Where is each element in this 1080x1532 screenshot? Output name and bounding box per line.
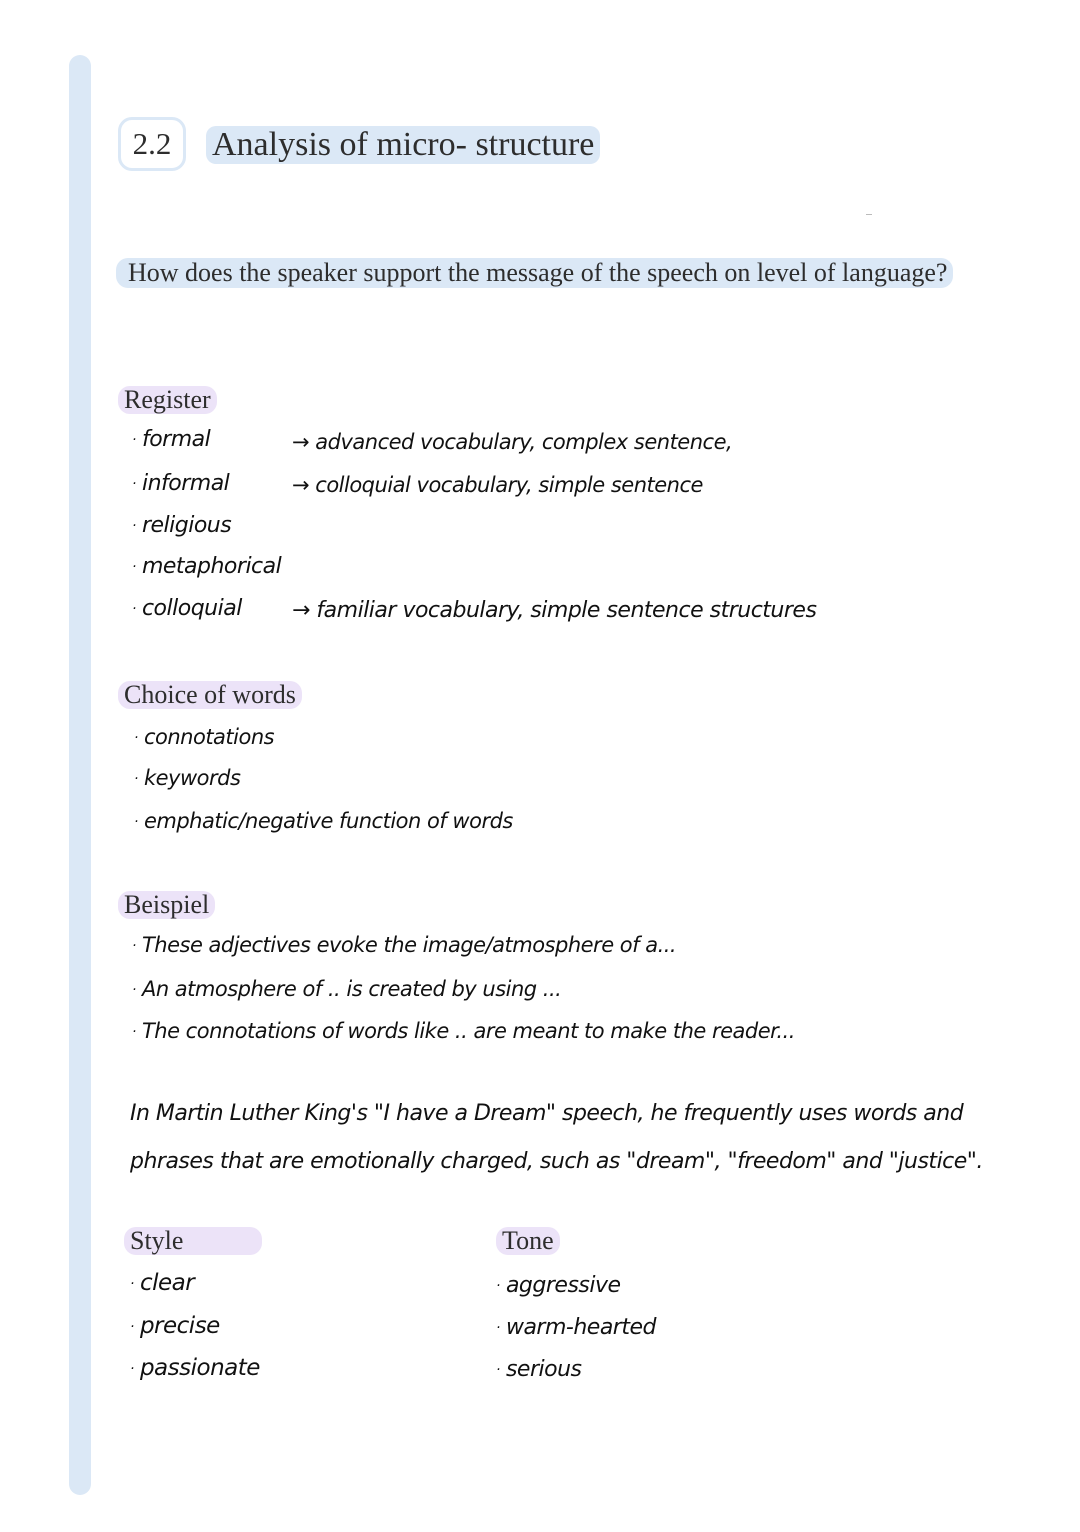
beispiel-item-2: · An atmosphere of .. is created by using ...	[132, 977, 562, 1001]
tone-item-serious: · serious	[496, 1357, 582, 1382]
tone-item-warm-hearted: · warm-hearted	[496, 1315, 656, 1340]
register-heading: Register	[118, 386, 217, 414]
tone-item-aggressive: · aggressive	[496, 1273, 621, 1298]
section-title: Analysis of micro- structure	[206, 126, 600, 164]
tone-heading: Tone	[496, 1227, 560, 1255]
style-item-passionate: · passionate	[130, 1355, 260, 1381]
example-paragraph-line-2: phrases that are emotionally charged, such as "dream", "freedom" and "justice".	[130, 1149, 983, 1174]
guiding-question: How does the speaker support the message of the speech on level of language?	[116, 258, 953, 288]
style-heading: Style	[124, 1227, 262, 1255]
register-item-formal: · formal	[132, 427, 211, 452]
choice-of-words-heading: Choice of words	[118, 681, 302, 709]
register-item-religious: · religious	[132, 513, 232, 538]
style-item-precise: · precise	[130, 1313, 220, 1339]
beispiel-item-3: · The connotations of words like .. are meant to make the reader...	[132, 1019, 795, 1043]
section-number: 2.2	[118, 117, 186, 171]
example-paragraph-line-1: In Martin Luther King's "I have a Dream" speech, he frequently uses words and	[130, 1101, 964, 1126]
beispiel-item-1: · These adjectives evoke the image/atmosphere of a...	[132, 933, 677, 957]
register-item-colloquial: · colloquial	[132, 596, 242, 621]
choice-item-function: · emphatic/negative function of words	[134, 809, 513, 833]
register-item-informal: · informal	[132, 471, 230, 496]
register-item-metaphorical: · metaphorical	[132, 554, 282, 579]
choice-item-keywords: · keywords	[134, 766, 241, 790]
style-item-clear: · clear	[130, 1270, 195, 1296]
stray-mark	[866, 214, 872, 215]
register-note-informal: → colloquial vocabulary, simple sentence	[292, 473, 703, 497]
register-note-colloquial: → familiar vocabulary, simple sentence structures	[292, 598, 817, 623]
beispiel-heading: Beispiel	[118, 891, 215, 919]
choice-item-connotations: · connotations	[134, 725, 275, 749]
margin-bar	[69, 55, 91, 1495]
register-note-formal: → advanced vocabulary, complex sentence,	[292, 430, 733, 454]
